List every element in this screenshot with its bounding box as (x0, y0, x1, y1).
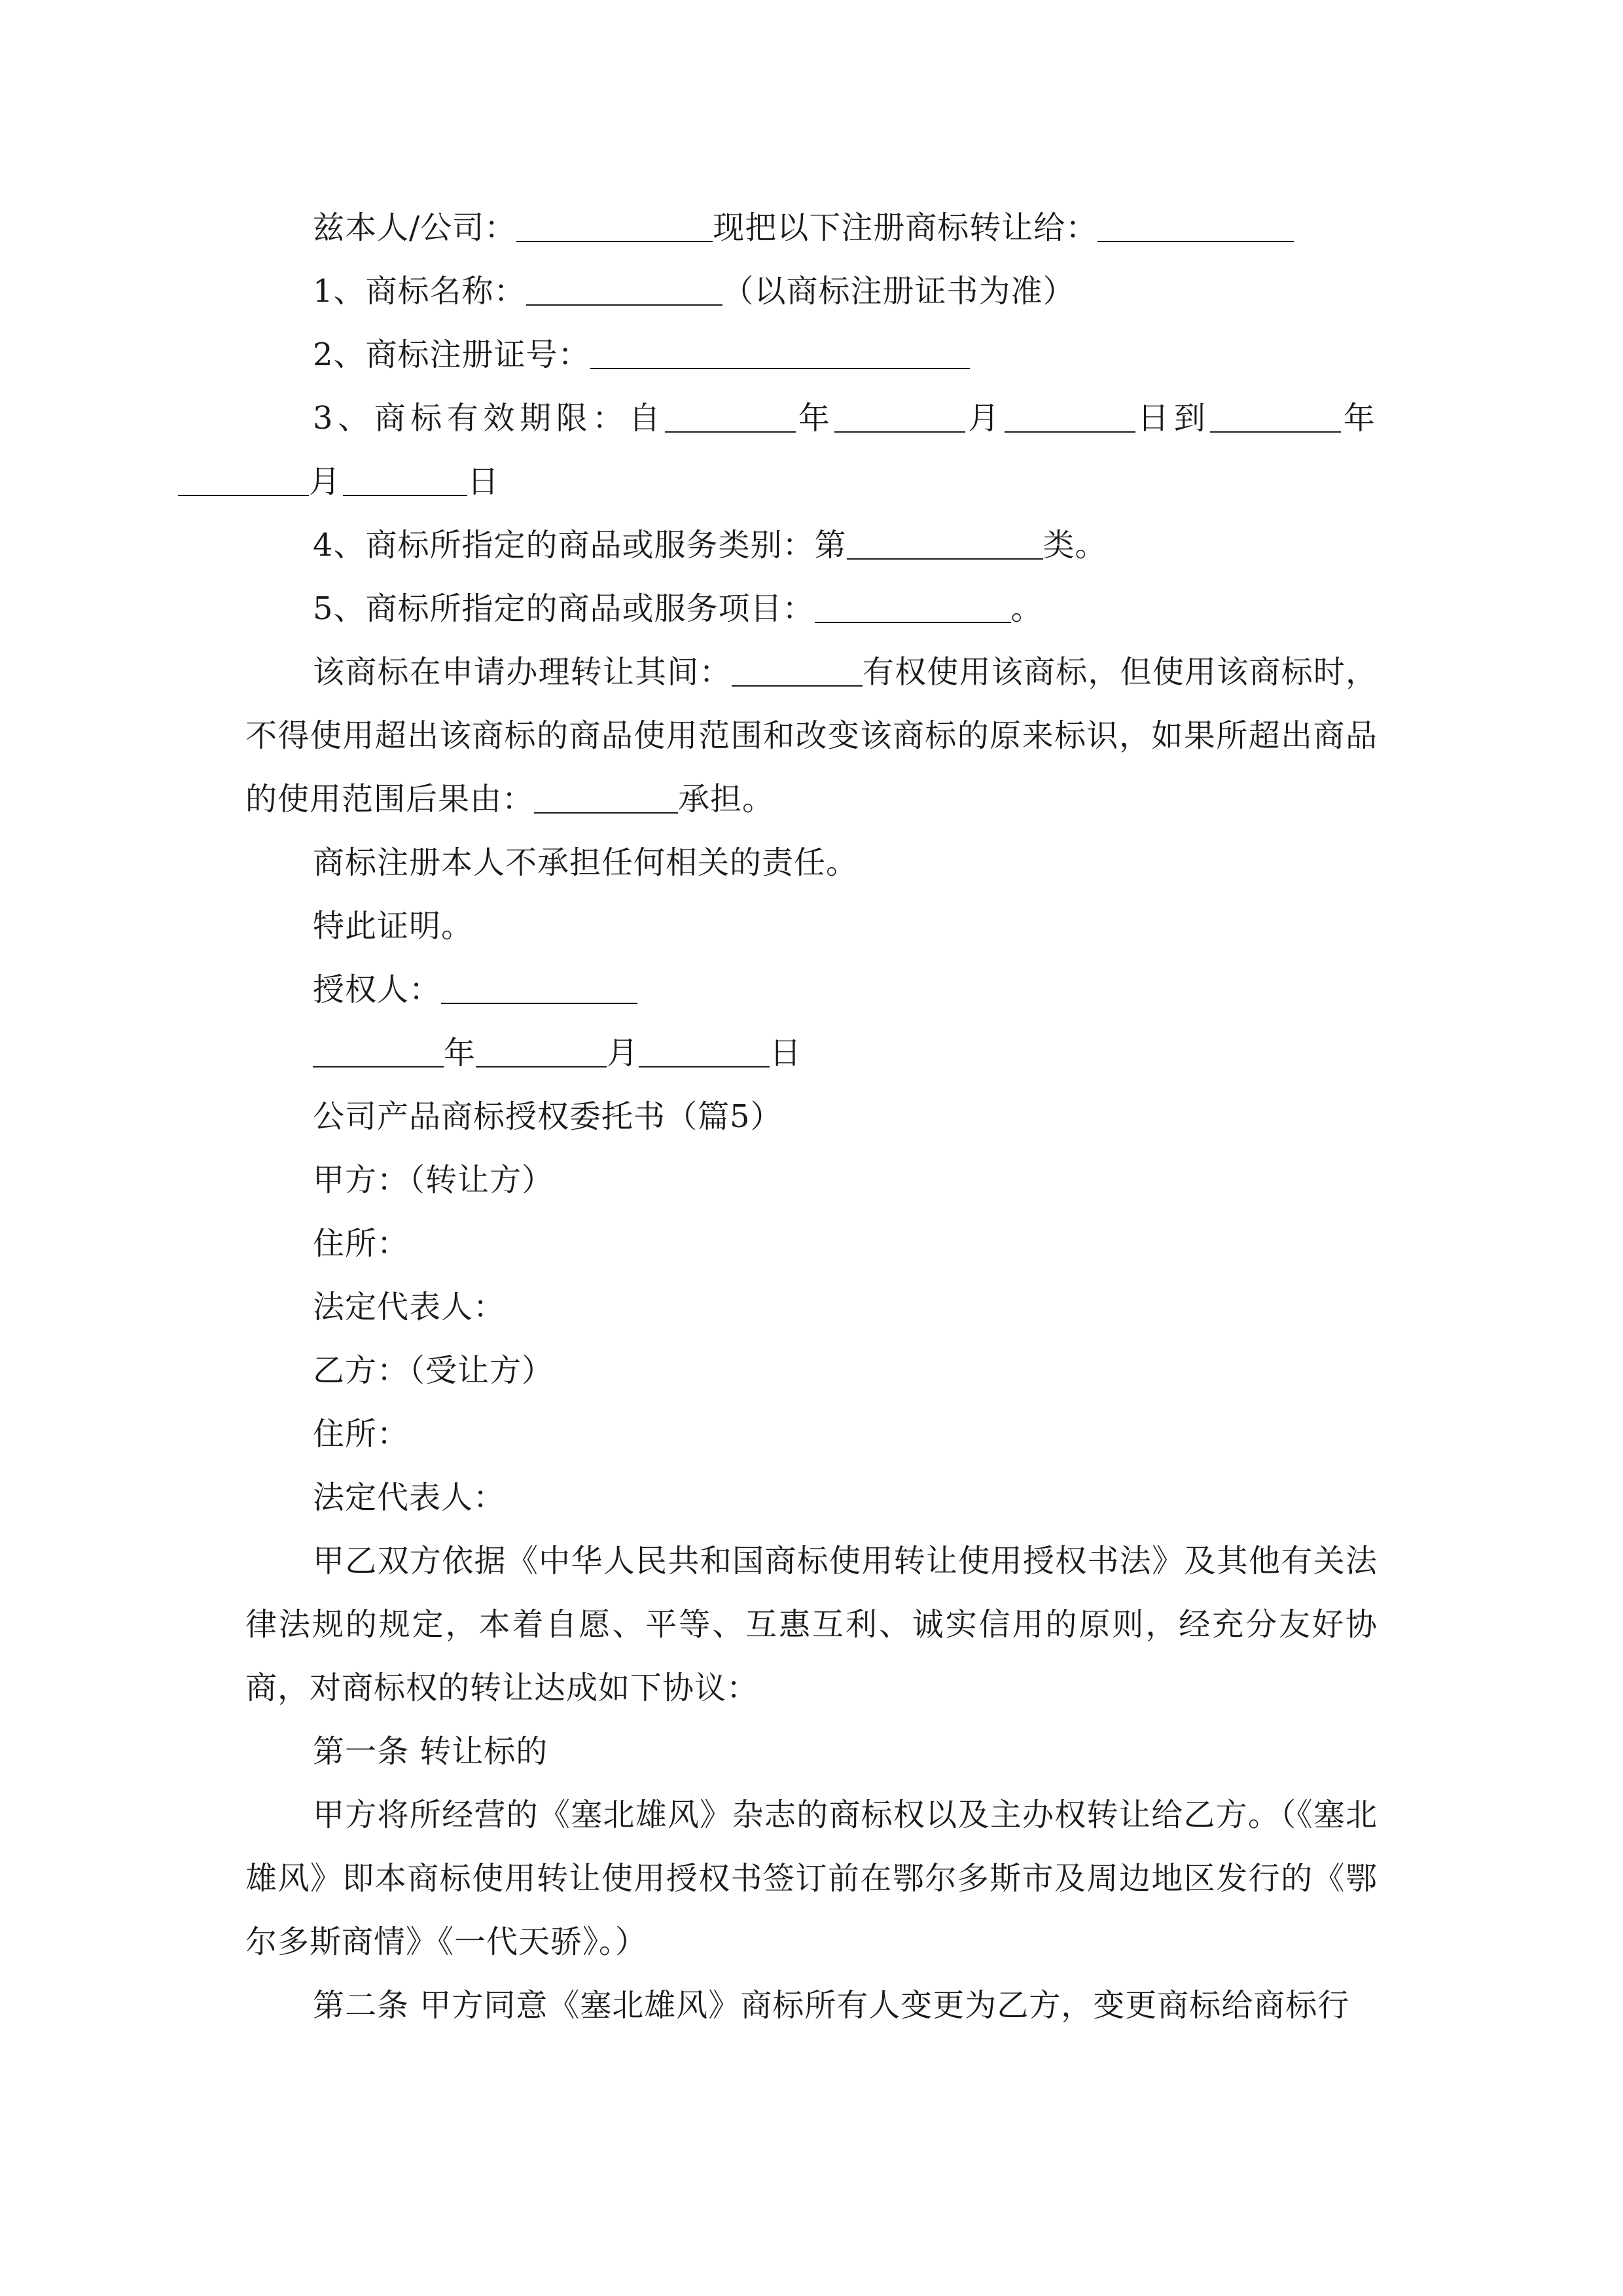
goods-class-unit: 类。 (1043, 527, 1107, 564)
authorizer-blank[interactable] (441, 969, 637, 1004)
end-month-unit: 月 (309, 463, 344, 500)
usage-clause-body: 有权使用该商标，但使用该商标时，不得使用超出该商标的商品使用范围和改变该商标的原来标识，如果所超出商品的使用范围后果由： (245, 654, 1378, 817)
end-month-blank[interactable] (178, 461, 309, 496)
authorizer-label: 授权人： (313, 971, 442, 1008)
end-year-blank[interactable] (1210, 397, 1341, 433)
signing-date-line (245, 1022, 1378, 1085)
goods-class-blank[interactable] (847, 524, 1043, 560)
start-year-unit: 年 (796, 400, 835, 437)
transferor-label: 兹本人/公司： (313, 209, 517, 246)
sign-month-unit: 月 (607, 1035, 639, 1071)
start-month-blank[interactable] (834, 397, 965, 433)
end-day-unit: 日 (467, 463, 502, 500)
party-b-label: 乙方：（受让方） (313, 1352, 554, 1389)
goods-items-label: 5、商标所指定的商品或服务项目： (313, 590, 815, 627)
start-month-unit: 月 (965, 400, 1005, 437)
usage-clause-end: 承担。 (678, 781, 775, 817)
end-day-blank[interactable] (343, 461, 467, 496)
user-blank[interactable] (732, 651, 863, 687)
sign-year-blank[interactable] (313, 1032, 444, 1067)
usage-clause-paragraph (245, 641, 1378, 831)
end-year-unit: 年 (1341, 400, 1378, 437)
usage-clause-start: 该商标在申请办理转让其间： (313, 654, 732, 691)
trademark-name-blank[interactable] (526, 270, 722, 306)
sign-day-blank[interactable] (639, 1032, 770, 1067)
party-a-label: 甲方：（转让方） (313, 1162, 554, 1198)
transferee-blank[interactable] (1097, 207, 1294, 242)
goods-items-line (245, 577, 1378, 641)
transferor-blank[interactable] (516, 207, 713, 242)
sign-year-unit: 年 (444, 1035, 476, 1071)
no-liability-statement: 商标注册本人不承担任何相关的责任。 (313, 844, 859, 881)
trademark-name-line (245, 260, 1378, 323)
registration-number-label: 2、商标注册证号： (313, 336, 590, 373)
liability-blank[interactable] (534, 778, 678, 814)
article-1-body: 甲方将所经营的《塞北雄风》杂志的商标权以及主办权转让给乙方。（《塞北雄风》即本商标使用转让使用授权书签订前在鄂尔多斯市及周边地区发行的《鄂尔多斯商情》《一代天骄》。） (245, 1797, 1378, 1960)
party-a-representative: 法定代表人： (313, 1289, 506, 1325)
transferee-label: 现把以下注册商标转让给： (713, 209, 1098, 246)
agreement-preamble: 甲乙双方依据《中华人民共和国商标使用转让使用授权书法》及其他有关法律法规的规定，本着自愿、平等、互惠互利、诚实信用的原则，经充分友好协商，对商标权的转让达成如下协议： (245, 1543, 1378, 1706)
goods-items-blank[interactable] (815, 588, 1011, 623)
start-year-blank[interactable] (665, 397, 796, 433)
article-2-body: 第二条 甲方同意《塞北雄风》商标所有人变更为乙方，变更商标给商标行 (313, 1987, 1350, 2024)
certification-statement: 特此证明。 (313, 908, 474, 944)
party-a-address: 住所： (313, 1225, 410, 1262)
goods-class-line (245, 514, 1378, 577)
start-day-blank[interactable] (1005, 397, 1135, 433)
article-1-heading: 第一条 转让标的 (313, 1733, 548, 1770)
authorizer-line (245, 958, 1378, 1022)
sign-day-unit: 日 (770, 1035, 802, 1071)
party-b-address: 住所： (313, 1416, 410, 1452)
goods-items-end: 。 (1010, 590, 1043, 627)
section-title: 公司产品商标授权委托书（篇5） (313, 1098, 783, 1135)
trademark-name-label: 1、商标名称： (313, 273, 526, 310)
transfer-intro-line (245, 196, 1378, 260)
validity-period-line (245, 387, 1378, 514)
start-day-unit: 日到 (1135, 400, 1211, 437)
registration-number-blank[interactable] (590, 334, 970, 369)
validity-period-label: 3、商标有效期限：自 (313, 400, 666, 437)
goods-class-label: 4、商标所指定的商品或服务类别：第 (313, 527, 847, 564)
sign-month-blank[interactable] (476, 1032, 607, 1067)
document-body (245, 196, 1378, 2037)
trademark-name-note: （以商标注册证书为准） (722, 273, 1075, 310)
registration-number-line (245, 323, 1378, 387)
party-b-representative: 法定代表人： (313, 1479, 506, 1516)
